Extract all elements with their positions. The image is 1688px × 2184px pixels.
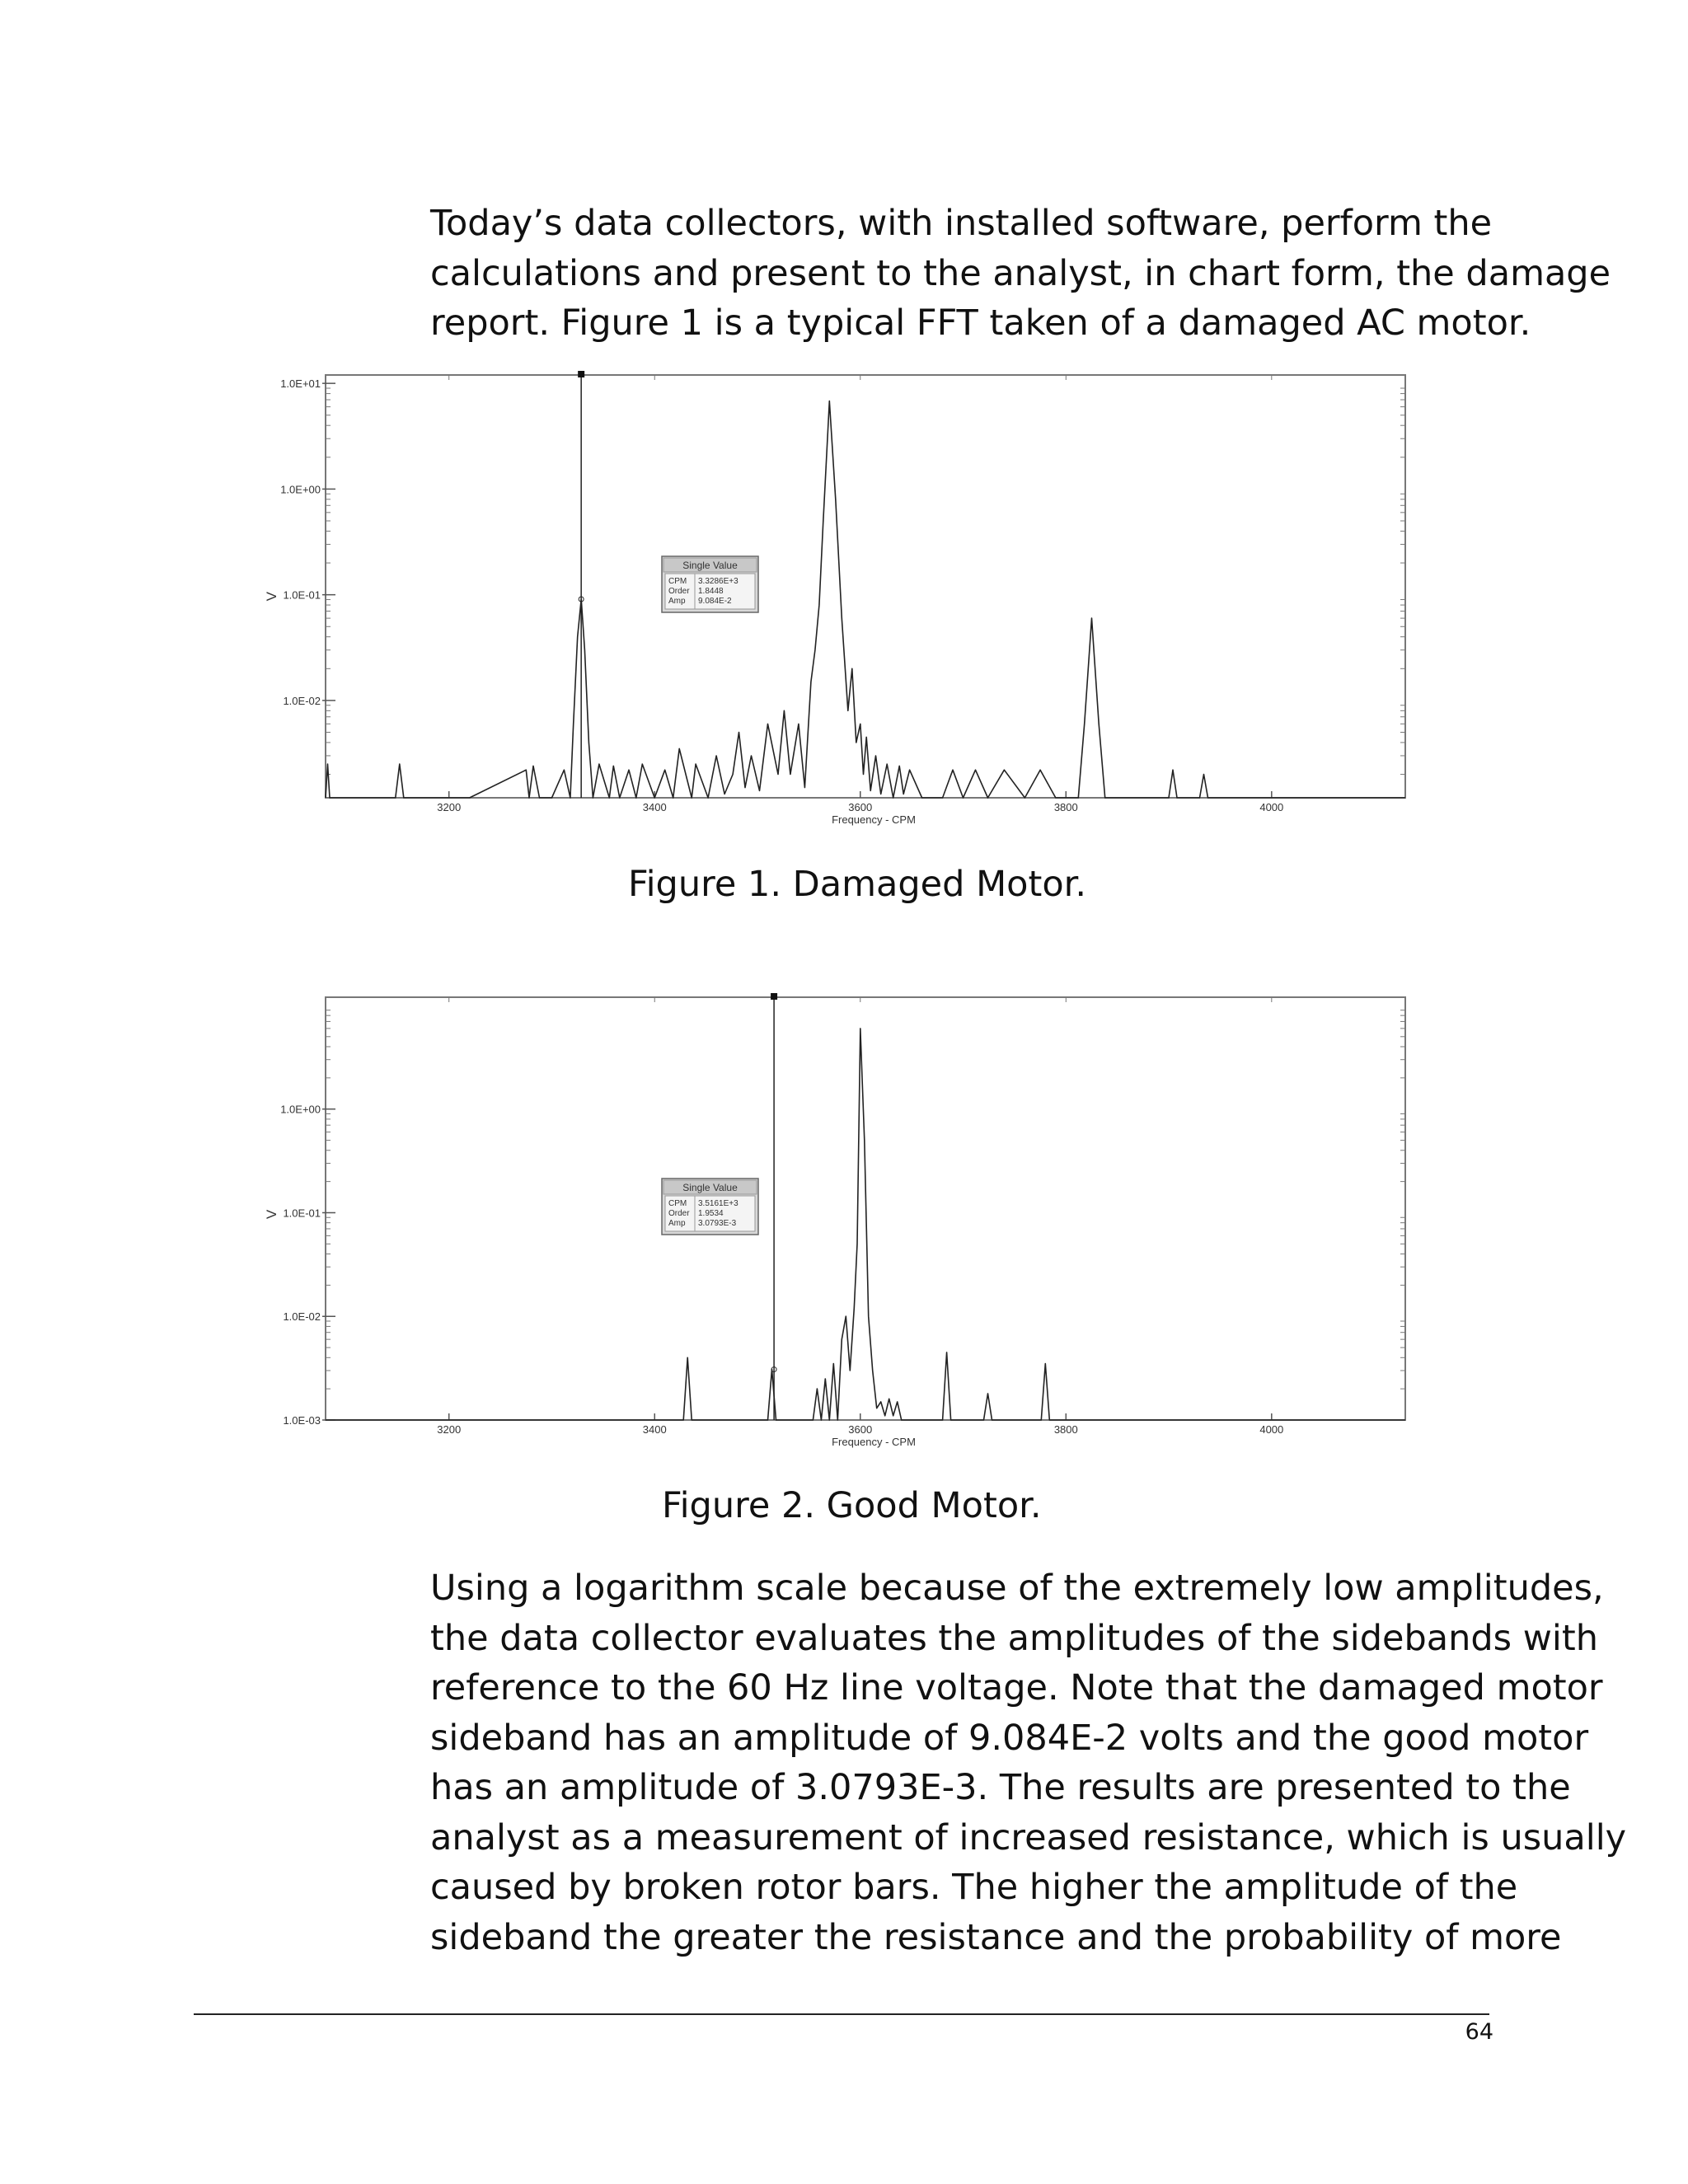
text-line: analyst as a measurement of increased resistance, which is usually [430, 1816, 1627, 1858]
text-line: caused by broken rotor bars. The higher the amplitude of the [430, 1867, 1518, 1908]
x-tick-label: 3400 [642, 801, 667, 813]
figure-1-caption: Figure 1. Damaged Motor. [628, 864, 1087, 905]
single-value-value: 3.0793E-3 [698, 1219, 737, 1228]
cursor-handle [578, 371, 584, 377]
page-number: 64 [1465, 2019, 1493, 2045]
x-tick-label: 3200 [437, 1423, 462, 1436]
single-value-title: Single Value [682, 560, 738, 571]
x-axis-label: Frequency - CPM [832, 813, 916, 826]
y-tick-label: 1.0E+01 [280, 377, 321, 391]
text-line: sideband has an amplitude of 9.084E-2 volts and the good motor [430, 1717, 1589, 1759]
single-value-key: CPM [668, 1199, 687, 1208]
text-line: has an amplitude of 3.0793E-3. The results are presented to the [430, 1767, 1571, 1808]
y-tick-label: 1.0E-03 [283, 1414, 321, 1427]
text-line: sideband the greater the resistance and the probability of more [430, 1916, 1562, 1958]
single-value-box [662, 556, 758, 612]
single-value-value: 1.8448 [698, 587, 724, 596]
x-tick-label: 4000 [1259, 801, 1284, 813]
single-value-key: Amp [668, 1219, 686, 1228]
cursor-handle [771, 993, 777, 1000]
single-value-key: Amp [668, 597, 686, 606]
x-tick-label: 3600 [848, 801, 873, 813]
x-tick-label: 3400 [642, 1423, 667, 1436]
text-line: reference to the 60 Hz line voltage. Note that the damaged motor [430, 1667, 1603, 1708]
figure-1-chart [247, 363, 1418, 824]
single-value-key: Order [668, 587, 690, 596]
footer-rule [194, 2013, 1489, 2015]
y-tick-label: 1.0E-02 [283, 1310, 321, 1324]
x-axis-label: Frequency - CPM [832, 1436, 916, 1448]
x-tick-label: 3600 [848, 1423, 873, 1436]
single-value-value: 3.5161E+3 [698, 1199, 738, 1208]
intro-paragraph [430, 199, 1611, 349]
text-line: calculations and present to the analyst, in chart form, the damage [430, 252, 1611, 294]
text-line: report. Figure 1 is a typical FFT taken of a damaged AC motor. [430, 302, 1531, 344]
single-value-value: 9.084E-2 [698, 597, 732, 606]
y-tick-label: 1.0E-01 [283, 588, 321, 602]
y-tick-label: 1.0E-01 [283, 1207, 321, 1220]
single-value-title: Single Value [682, 1182, 738, 1193]
figure-2-chart [247, 985, 1418, 1446]
y-tick-label: 1.0E+00 [280, 483, 321, 496]
y-tick-label: 1.0E-02 [283, 694, 321, 707]
single-value-key: CPM [668, 577, 687, 586]
single-value-key: Order [668, 1209, 690, 1218]
text-line: Using a logarithm scale because of the extremely low amplitudes, [430, 1568, 1604, 1609]
x-tick-label: 3200 [437, 801, 462, 813]
body-paragraph [430, 1563, 1627, 1962]
single-value-value: 1.9534 [698, 1209, 724, 1218]
x-tick-label: 3800 [1053, 1423, 1078, 1436]
single-value-value: 3.3286E+3 [698, 577, 738, 586]
y-tick-label: 1.0E+00 [280, 1103, 321, 1116]
y-axis-label: V [264, 1209, 279, 1220]
figure-2-caption: Figure 2. Good Motor. [662, 1485, 1042, 1526]
x-tick-label: 4000 [1259, 1423, 1284, 1436]
text-line: the data collector evaluates the amplitudes of the sidebands with [430, 1617, 1598, 1659]
y-axis-label: V [264, 591, 279, 602]
single-value-box [662, 1179, 758, 1235]
plot-frame [326, 375, 1405, 798]
x-tick-label: 3800 [1053, 801, 1078, 813]
text-line: Today’s data collectors, with installed software, perform the [430, 203, 1493, 244]
